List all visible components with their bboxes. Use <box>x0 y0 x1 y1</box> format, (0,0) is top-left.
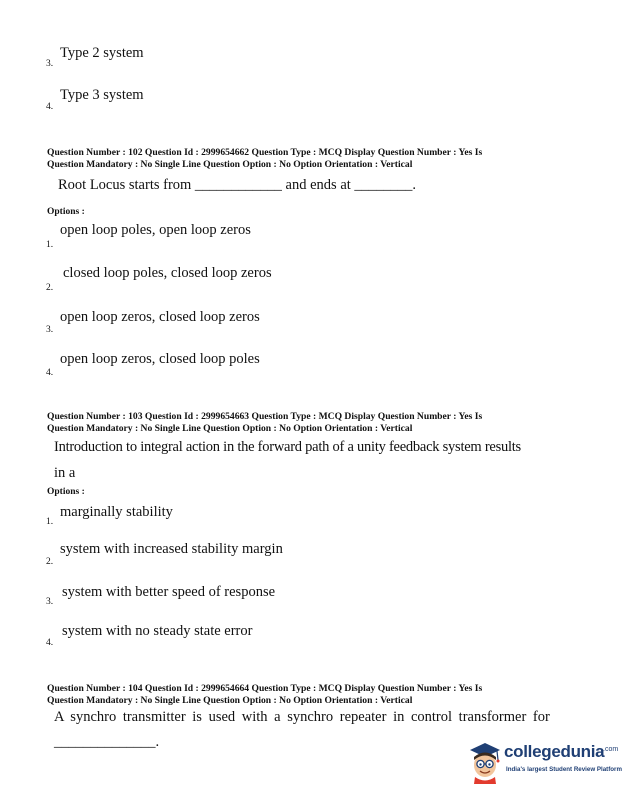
options-label: Options : <box>47 207 85 217</box>
question-text: A synchro transmitter is used with a synchro repeater in control transformer for <box>54 709 550 725</box>
option-text: open loop poles, open loop zeros <box>60 222 251 238</box>
option-text: open loop zeros, closed loop poles <box>60 351 260 367</box>
brand-name: collegedunia <box>504 742 605 761</box>
question-header: Question Mandatory : No Single Line Question Option : No Option Orientation : Vertical <box>47 159 413 170</box>
question-header: Question Mandatory : No Single Line Question Option : No Option Orientation : Vertical <box>47 423 413 434</box>
question-text: ______________. <box>54 734 160 750</box>
option-text: system with increased stability margin <box>60 541 283 557</box>
option-number: 3. <box>46 597 54 607</box>
question-text: in a <box>54 465 76 481</box>
brand-tagline: India's largest Student Review Platform <box>506 766 622 773</box>
option-text: marginally stability <box>60 504 173 520</box>
option-number: 4. <box>46 368 54 378</box>
question-text: Root Locus starts from ____________ and ends at ________. <box>58 177 417 193</box>
option-text: Type 2 system <box>60 45 144 61</box>
question-header: Question Number : 104 Question Id : 2999654664 Question Type : MCQ Display Question Number : Yes Is <box>47 683 483 694</box>
brand-tld: .com <box>603 746 619 753</box>
option-number: 2. <box>46 283 54 293</box>
mascot-icon <box>466 738 504 784</box>
collegedunia-watermark <box>466 738 622 788</box>
option-text: closed loop poles, closed loop zeros <box>63 265 272 281</box>
question-header: Question Mandatory : No Single Line Question Option : No Option Orientation : Vertical <box>47 695 413 706</box>
option-text: system with no steady state error <box>62 623 253 639</box>
option-number: 3. <box>46 59 54 69</box>
option-text: open loop zeros, closed loop zeros <box>60 309 260 325</box>
option-number: 1. <box>46 240 54 250</box>
question-header: Question Number : 102 Question Id : 2999654662 Question Type : MCQ Display Question Number : Yes Is <box>47 147 483 158</box>
question-text: Introduction to integral action in the forward path of a unity feedback system results <box>54 439 521 455</box>
option-number: 4. <box>46 638 54 648</box>
option-number: 4. <box>46 102 54 112</box>
option-text: Type 3 system <box>60 87 144 103</box>
option-number: 1. <box>46 517 54 527</box>
options-label: Options : <box>47 487 85 497</box>
option-number: 3. <box>46 325 54 335</box>
option-text: system with better speed of response <box>62 584 276 600</box>
question-header: Question Number : 103 Question Id : 2999654663 Question Type : MCQ Display Question Number : Yes Is <box>47 411 483 422</box>
option-number: 2. <box>46 557 54 567</box>
